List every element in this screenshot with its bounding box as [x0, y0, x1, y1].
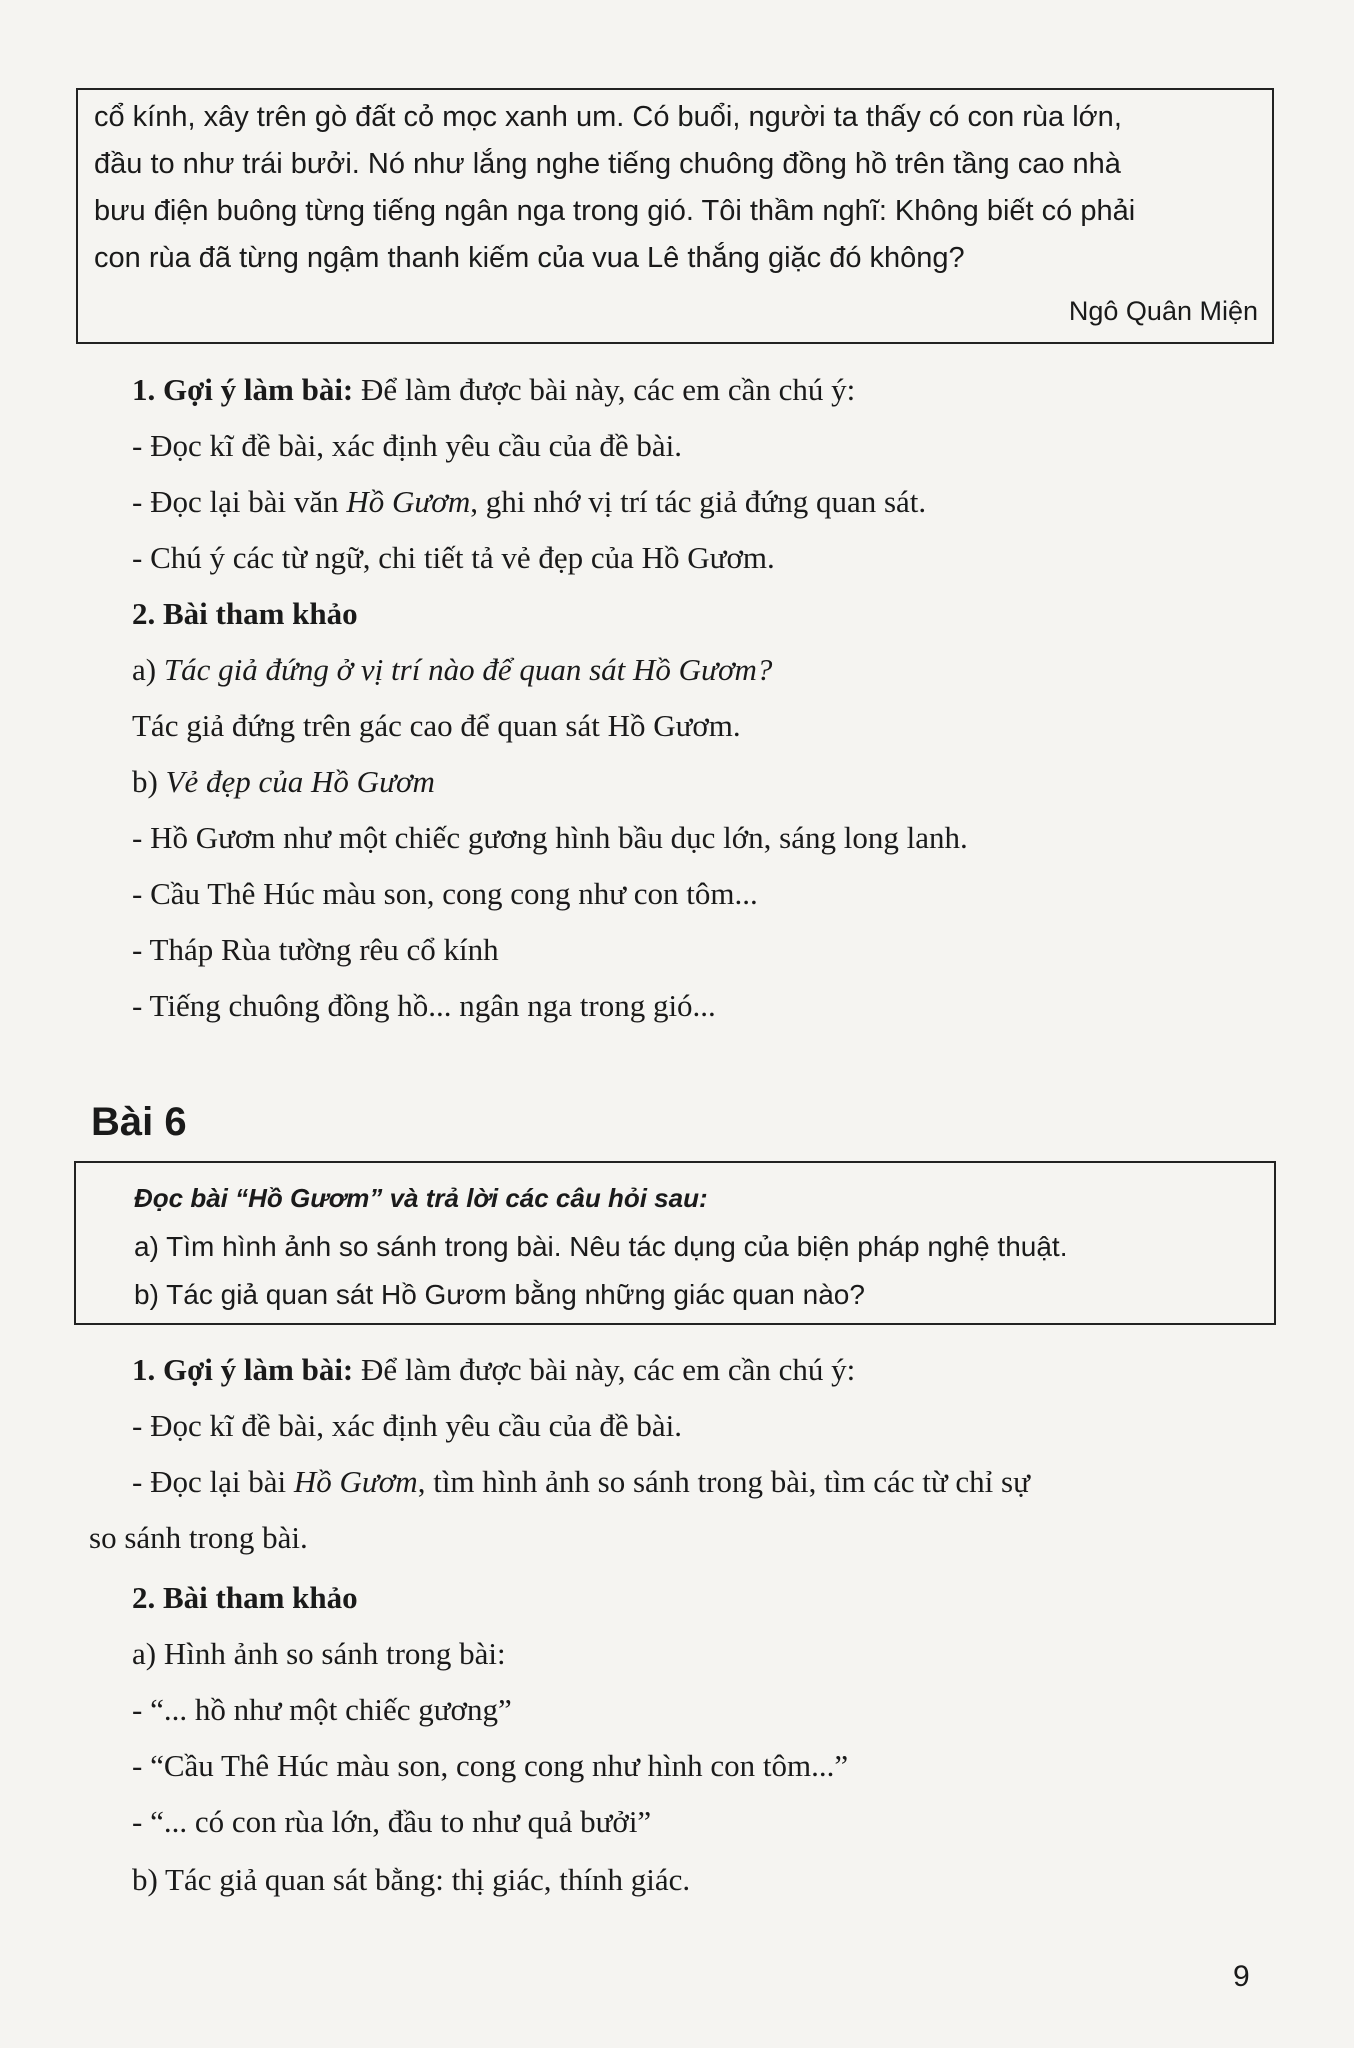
answer-b-item: - Cầu Thê Húc màu son, cong cong như con tôm...: [132, 876, 758, 911]
task-box: [74, 1161, 1276, 1325]
answer-a-item: - “Cầu Thê Húc màu son, cong cong như hình con tôm...”: [132, 1748, 849, 1783]
question-a: a) Tác giả đứng ở vị trí nào để quan sát Hồ Gươm?: [132, 652, 773, 687]
excerpt-line: cổ kính, xây trên gò đất cỏ mọc xanh um. Có buổi, người ta thấy có con rùa lớn,: [94, 101, 1122, 133]
hint-item: - Đọc lại bài văn Hồ Gươm, ghi nhớ vị trí tác giả đứng quan sát.: [132, 484, 927, 519]
hint-heading: [132, 372, 855, 408]
task-heading: Đọc bài “Hồ Gươm” và trả lời các câu hỏi sau:: [134, 1183, 708, 1213]
answer-b: b) Tác giả quan sát bằng: thị giác, thính giác.: [132, 1862, 691, 1897]
hint-text: Để làm được bài này, các em cần chú ý:: [353, 1352, 856, 1387]
task-item: b) Tác giả quan sát Hồ Gươm bằng những giác quan nào?: [134, 1279, 865, 1310]
reading-excerpt-box: [76, 88, 1274, 344]
hint-item: - Đọc lại bài Hồ Gươm, tìm hình ảnh so sánh trong bài, tìm các từ chỉ sự: [132, 1464, 1030, 1499]
hint-item: - Đọc kĩ đề bài, xác định yêu cầu của đề bài.: [132, 428, 683, 463]
exercise-title: Bài 6: [91, 1100, 187, 1144]
hint-label: 1. Gợi ý làm bài:: [132, 372, 354, 407]
answer-a: Tác giả đứng trên gác cao để quan sát Hồ Gươm.: [132, 708, 741, 743]
excerpt-line: đầu to như trái bưởi. Nó như lắng nghe tiếng chuông đồng hồ trên tầng cao nhà: [94, 148, 1121, 180]
question-b: b) Vẻ đẹp của Hồ Gươm: [132, 764, 435, 799]
answer-b-item: - Tiếng chuông đồng hồ... ngân nga trong gió...: [132, 988, 716, 1023]
hint-heading: [132, 1352, 855, 1388]
answer-a-item: - “... có con rùa lớn, đầu to như quả bưởi”: [132, 1804, 652, 1839]
task-item: a) Tìm hình ảnh so sánh trong bài. Nêu tác dụng của biện pháp nghệ thuật.: [134, 1231, 1068, 1262]
answer-b-item: - Hồ Gươm như một chiếc gương hình bầu dục lớn, sáng long lanh.: [132, 820, 968, 855]
work-title: Hồ Gươm: [346, 484, 471, 519]
excerpt-author: Ngô Quân Miện: [1068, 296, 1258, 326]
hint-label: 1. Gợi ý làm bài:: [132, 1352, 354, 1387]
answer-a-intro: a) Hình ảnh so sánh trong bài:: [132, 1636, 506, 1671]
page-number: 9: [1233, 1960, 1250, 1993]
hint-item-continuation: so sánh trong bài.: [89, 1520, 308, 1555]
work-title: Hồ Gươm: [293, 1464, 418, 1499]
answer-b-item: - Tháp Rùa tường rêu cổ kính: [132, 932, 499, 967]
hint-text: Để làm được bài này, các em cần chú ý:: [353, 372, 856, 407]
excerpt-line: con rùa đã từng ngậm thanh kiếm của vua Lê thắng giặc đó không?: [94, 242, 965, 274]
excerpt-line: bưu điện buông từng tiếng ngân nga trong gió. Tôi thầm nghĩ: Không biết có phải: [94, 195, 1136, 227]
hint-item: - Đọc kĩ đề bài, xác định yêu cầu của đề bài.: [132, 1408, 683, 1443]
reference-heading: 2. Bài tham khảo: [132, 596, 358, 631]
reference-heading: 2. Bài tham khảo: [132, 1580, 358, 1615]
hint-item: - Chú ý các từ ngữ, chi tiết tả vẻ đẹp của Hồ Gươm.: [132, 540, 775, 575]
answer-a-item: - “... hồ như một chiếc gương”: [132, 1692, 512, 1727]
